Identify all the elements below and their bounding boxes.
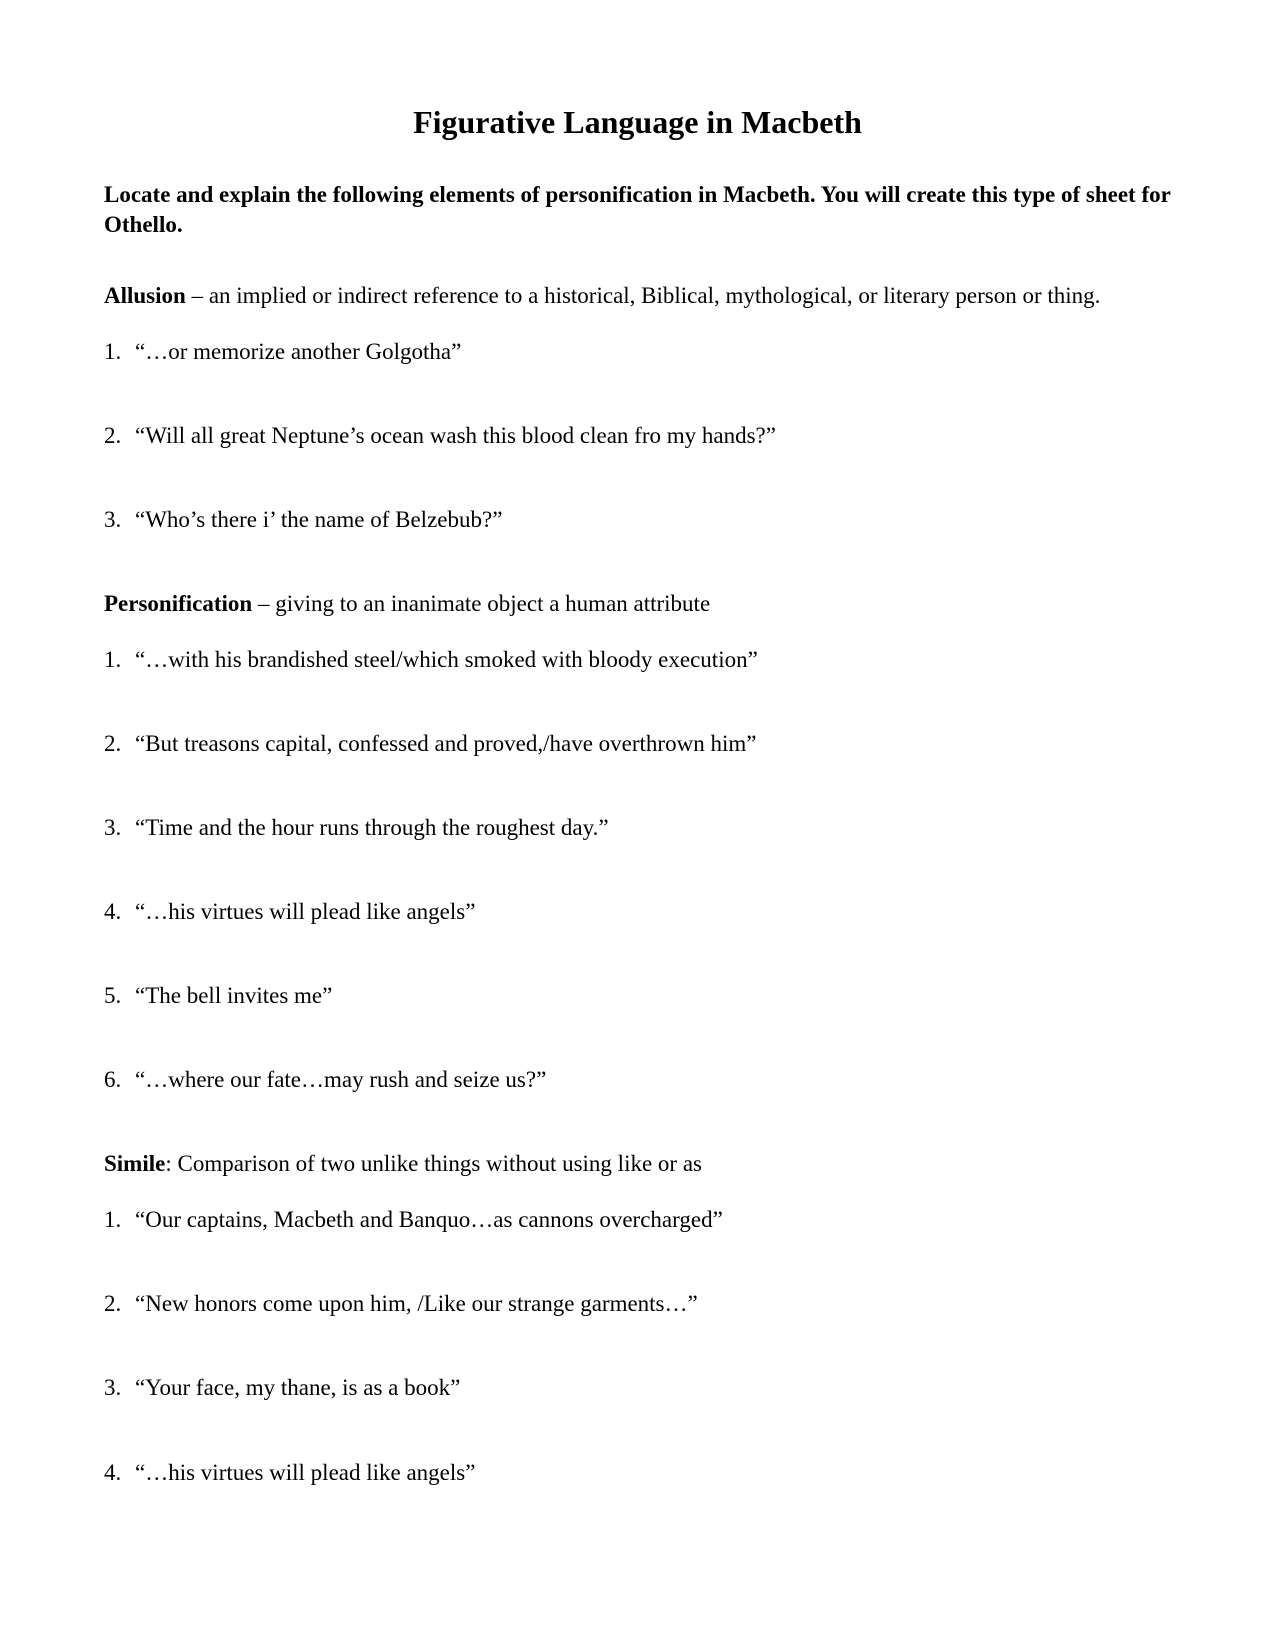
page-title: Figurative Language in Macbeth (413, 104, 862, 140)
instructions: Locate and explain the following elements of personification in Macbeth. You will create this type of sheet for Othello. (104, 182, 1171, 237)
list-item (104, 897, 475, 927)
list-item (104, 981, 332, 1011)
item-quote: “…or memorize another Golgotha” (135, 339, 462, 364)
item-number: 3. (104, 1375, 122, 1400)
item-quote: “Your face, my thane, is as a book” (135, 1375, 461, 1400)
item-number: 2. (104, 423, 122, 448)
item-quote: “Time and the hour runs through the roughest day.” (135, 815, 609, 840)
list-item (104, 1458, 475, 1488)
definition-simile: : Comparison of two unlike things without using like or as (165, 1151, 702, 1176)
item-quote: “…his virtues will plead like angels” (135, 899, 476, 924)
item-number: 4. (104, 1460, 122, 1485)
list-item (104, 1065, 546, 1095)
list-item (104, 1373, 460, 1403)
definition-allusion: – an implied or indirect reference to a historical, Biblical, mythological, or literary person or thing. (185, 283, 1101, 308)
item-number: 5. (104, 983, 122, 1008)
term-simile: Simile (104, 1151, 166, 1176)
section-heading-simile (104, 1149, 702, 1179)
item-quote: “Who’s there i’ the name of Belzebub?” (135, 507, 503, 532)
item-quote: “…his virtues will plead like angels” (135, 1460, 476, 1485)
section-heading-personification (104, 589, 710, 619)
item-quote: “Will all great Neptune’s ocean wash this blood clean fro my hands?” (135, 423, 776, 448)
item-quote: “New honors come upon him, /Like our strange garments…” (135, 1291, 698, 1316)
term-personification: Personification (104, 591, 253, 616)
list-item (104, 505, 502, 535)
list-item (104, 421, 776, 451)
item-number: 1. (104, 339, 122, 364)
item-quote: “Our captains, Macbeth and Banquo…as cannons overcharged” (135, 1207, 723, 1232)
item-number: 2. (104, 1291, 122, 1316)
definition-personification: – giving to an inanimate object a human attribute (252, 591, 711, 616)
item-quote: “The bell invites me” (135, 983, 333, 1008)
list-item (104, 813, 609, 843)
list-item (104, 729, 756, 759)
item-quote: “But treasons capital, confessed and proved,/have overthrown him” (135, 731, 757, 756)
item-number: 3. (104, 507, 122, 532)
list-item (104, 1205, 723, 1235)
item-quote: “…where our fate…may rush and seize us?” (135, 1067, 547, 1092)
section-heading-allusion (104, 281, 1100, 311)
item-number: 2. (104, 731, 122, 756)
item-number: 6. (104, 1067, 122, 1092)
item-number: 4. (104, 899, 122, 924)
item-number: 1. (104, 647, 122, 672)
list-item (104, 645, 758, 675)
term-allusion: Allusion (104, 283, 186, 308)
item-number: 3. (104, 815, 122, 840)
list-item (104, 1289, 698, 1319)
item-quote: “…with his brandished steel/which smoked with bloody execution” (135, 647, 758, 672)
item-number: 1. (104, 1207, 122, 1232)
list-item (104, 337, 461, 367)
